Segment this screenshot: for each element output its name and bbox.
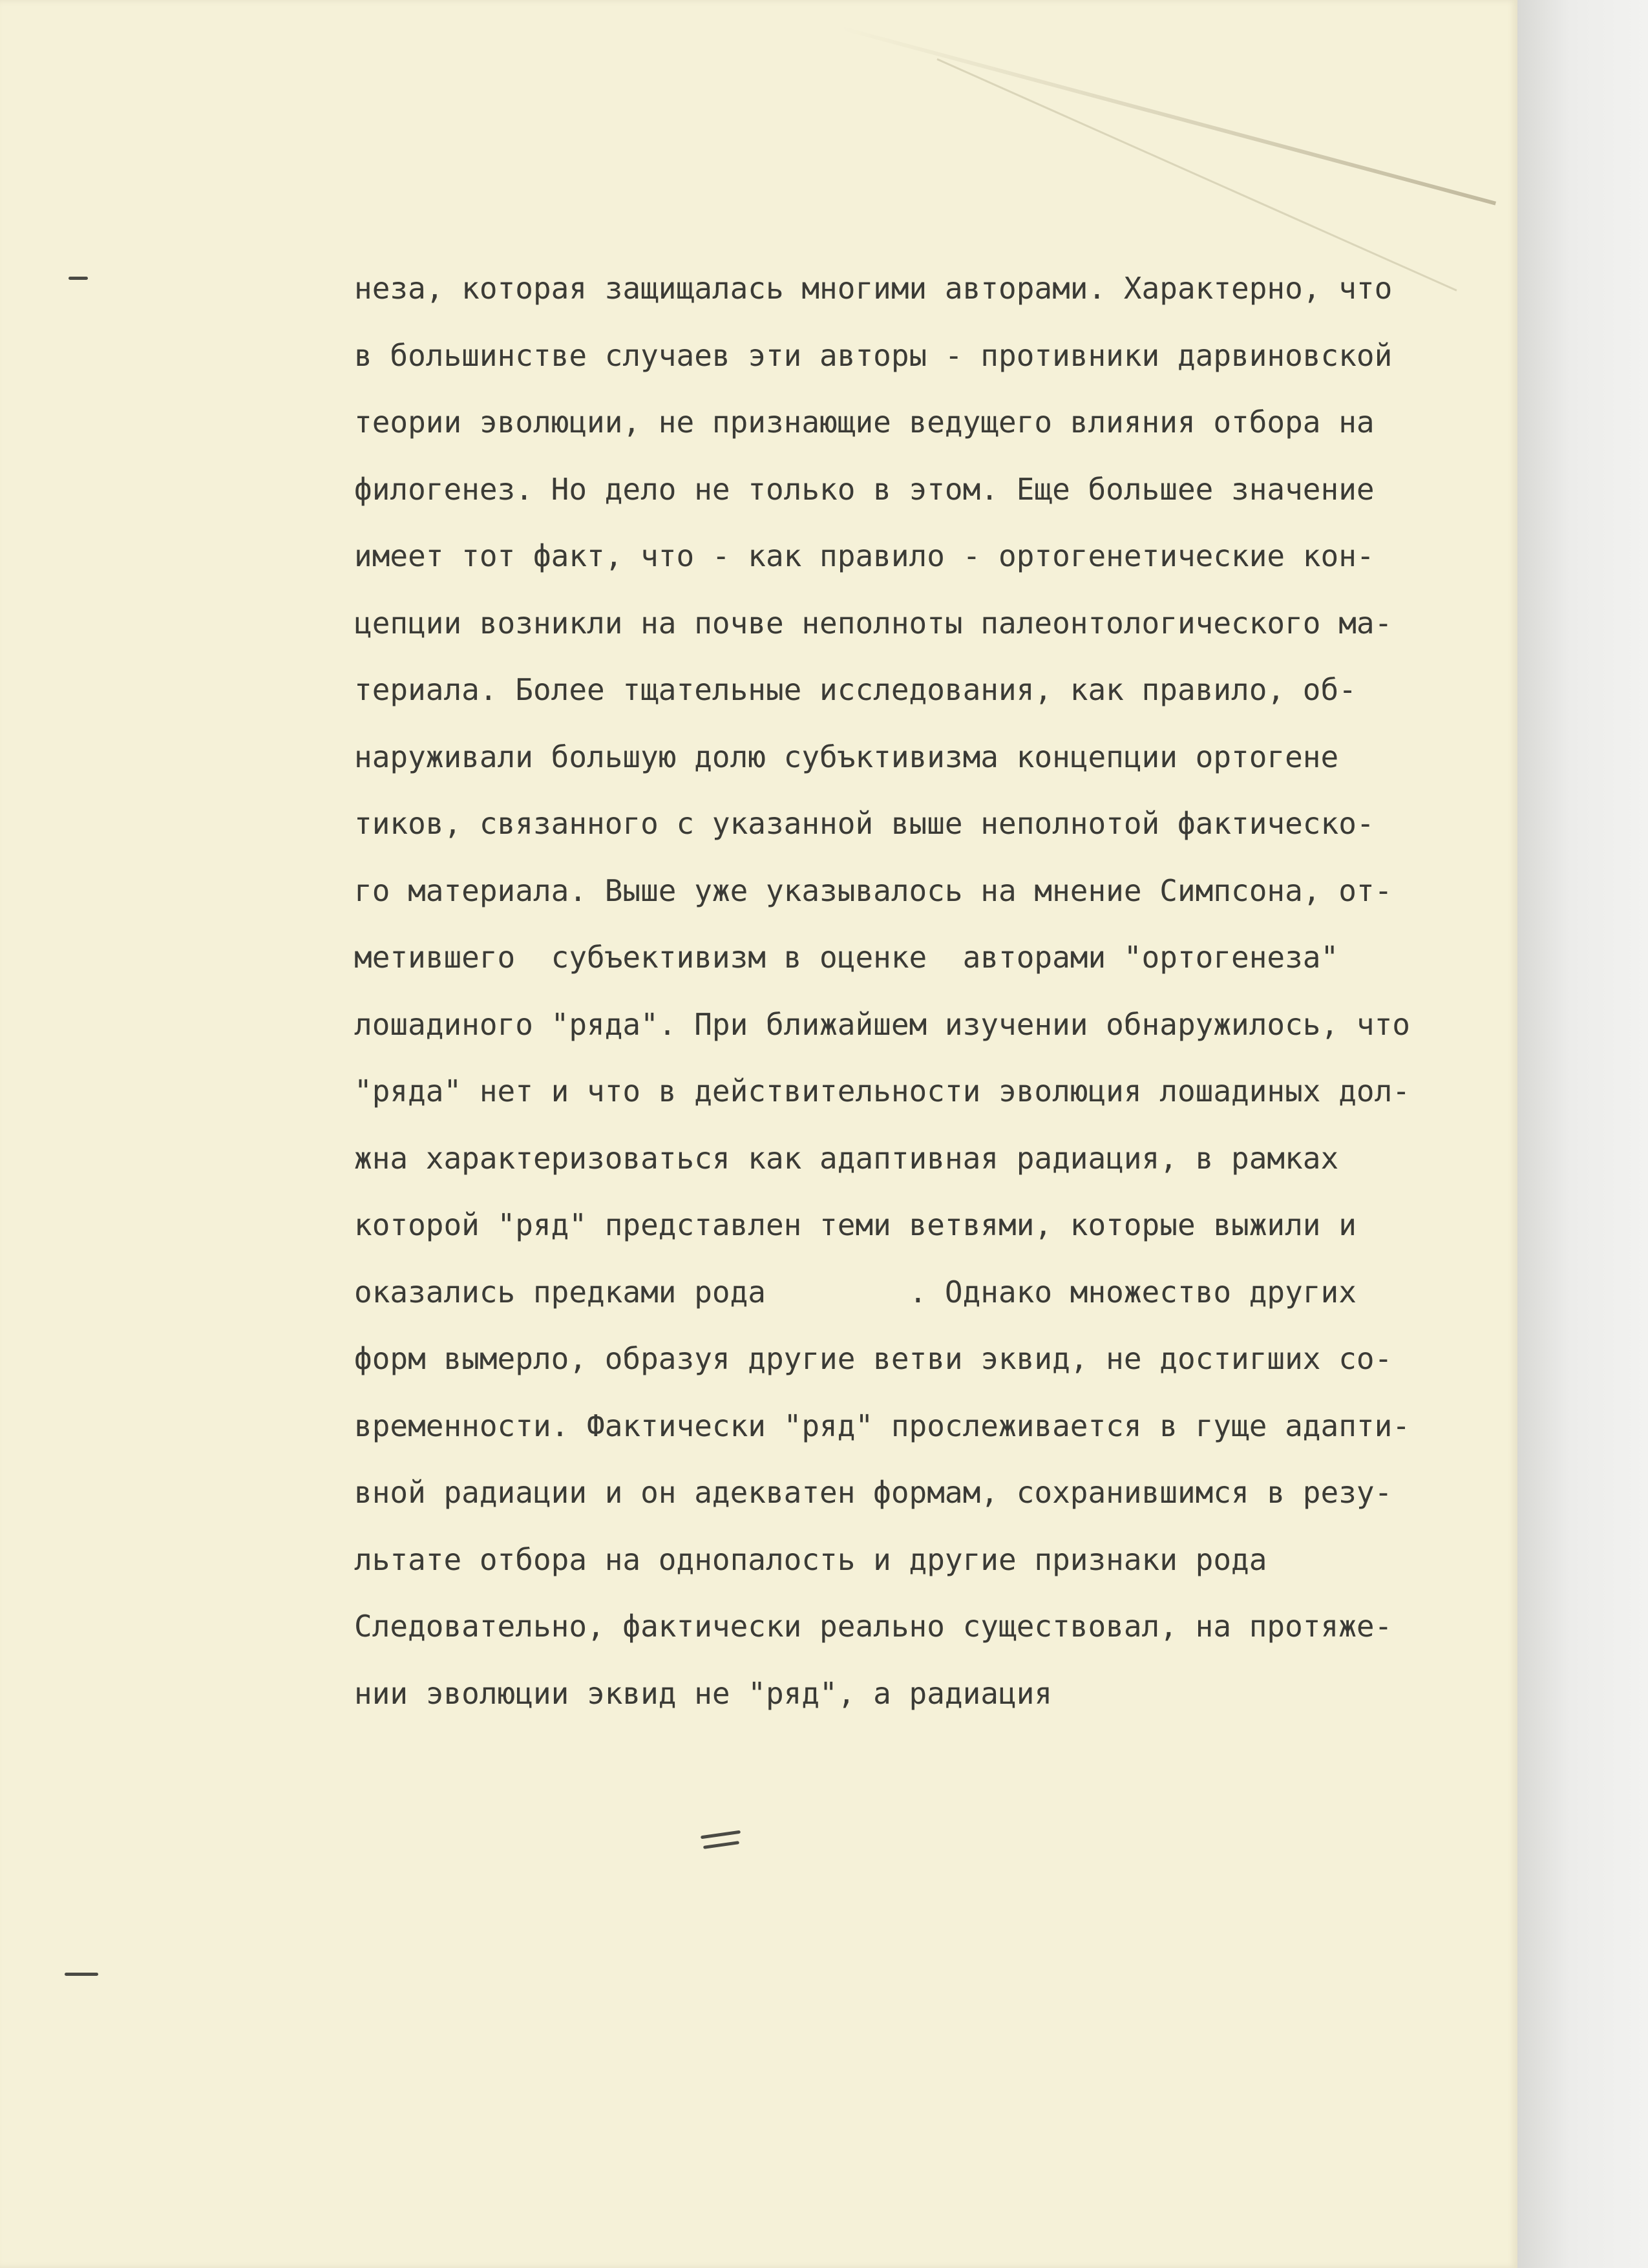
margin-pen-mark bbox=[69, 277, 88, 280]
text-line: льтате отбора на однопалость и другие признаки рода bbox=[354, 1542, 1267, 1577]
text-line: нии эволюции эквид не "ряд", а радиация bbox=[354, 1675, 1053, 1711]
text-line: теории эволюции, не признающие ведущего влияния отбора на bbox=[354, 405, 1375, 440]
text-line: временности. Фактически "ряд" прослеживается в гуще адапти- bbox=[354, 1408, 1410, 1443]
text-line: наруживали большую долю субъктивизма концепции ортогене bbox=[354, 739, 1339, 774]
text-line: оказались предками рода . Однако множество других bbox=[354, 1274, 1357, 1309]
text-line: цепции возникли на почве неполноты палеонтологического ма- bbox=[354, 605, 1393, 641]
text-line: неза, которая защищалась многими авторами. Характерно, что bbox=[354, 271, 1393, 306]
margin-pen-mark bbox=[65, 1973, 98, 1976]
bottom-pen-mark bbox=[703, 1841, 739, 1849]
text-line: имеет тот факт, что - как правило - ортогенетические кон- bbox=[354, 538, 1375, 573]
bottom-pen-mark bbox=[701, 1830, 741, 1839]
scanner-background bbox=[1517, 0, 1648, 2268]
typewritten-text bbox=[354, 255, 1517, 1727]
text-line: метившего субъективизм в оценке авторами "ортогенеза" bbox=[354, 940, 1339, 975]
text-line: форм вымерло, образуя другие ветви эквид, не достигших со- bbox=[354, 1341, 1393, 1376]
text-line: филогенез. Но дело не только в этом. Еще большее значение bbox=[354, 471, 1375, 507]
text-line: териала. Более тщательные исследования, как правило, об- bbox=[354, 672, 1357, 707]
text-line: которой "ряд" представлен теми ветвями, которые выжили и bbox=[354, 1207, 1357, 1242]
text-line: вной радиации и он адекватен формам, сохранившимся в резу- bbox=[354, 1475, 1393, 1510]
text-line: "ряда" нет и что в действительности эволюция лошадиных дол- bbox=[354, 1074, 1410, 1108]
text-line: жна характеризоваться как адаптивная радиация, в рамках bbox=[354, 1140, 1339, 1176]
text-line: го материала. Выше уже указывалось на мнение Симпсона, от- bbox=[354, 873, 1393, 908]
text-line: Следовательно, фактически реально существовал, на протяже- bbox=[354, 1609, 1393, 1644]
paper-crease bbox=[840, 26, 1496, 206]
text-line: в большинстве случаев эти авторы - противники дарвиновской bbox=[354, 337, 1393, 373]
text-line: тиков, связанного с указанной выше неполнотой фактическо- bbox=[354, 806, 1375, 841]
text-line: лошадиного "ряда". При ближайшем изучении обнаружилось, что bbox=[354, 1006, 1410, 1042]
